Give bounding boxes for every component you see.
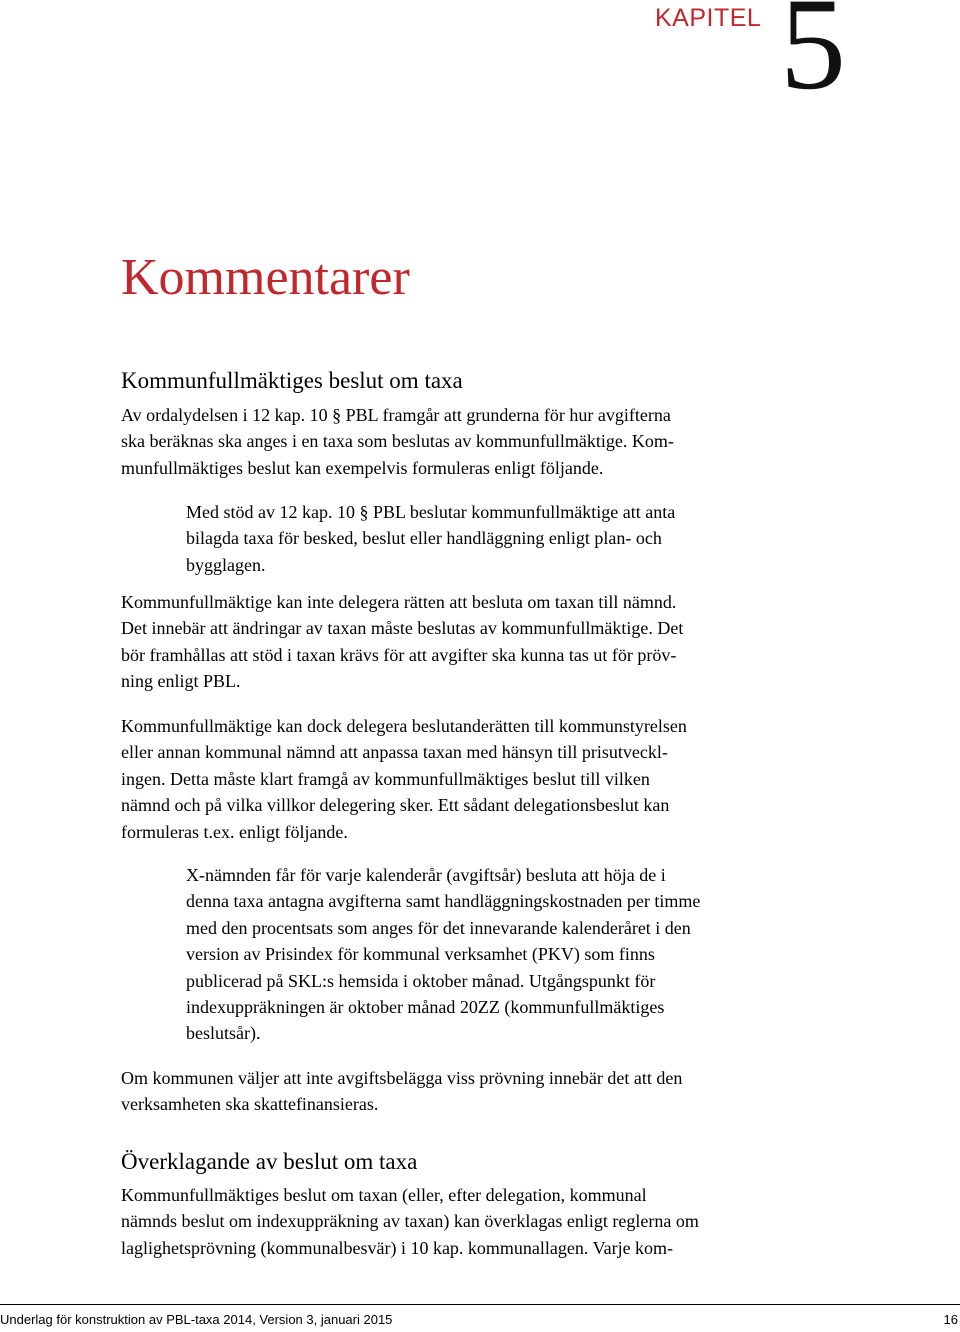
text-line: publicerad på SKL:s hemsida i oktober månad. Utgångspunkt för [186,970,656,991]
text-line: munfullmäktiges beslut kan exempelvis formuleras enligt följande. [121,457,604,478]
text-line: nämnds beslut om indexuppräkning av taxan) kan överklagas enligt reglerna om [121,1211,699,1232]
text-line: med den procentsats som anges för det innevarande kalenderåret i den [186,917,691,938]
text-line: Med stöd av 12 kap. 10 § PBL beslutar kommunfullmäktige att anta [186,502,676,522]
section-heading-taxa: Kommunfullmäktiges beslut om taxa [121,368,463,393]
text-line: laglighetsprövning (kommunalbesvär) i 10 kap. kommunallagen. Varje kom- [121,1237,674,1258]
text-line: Av ordalydelsen i 12 kap. 10 § PBL framgår att grunderna för hur avgifterna [121,405,671,425]
text-line: Kommunfullmäktige kan dock delegera beslutanderätten till kommunstyrelsen [121,716,687,736]
text-line: X-nämnden får för varje kalenderår (avgiftsår) besluta att höja de i [186,865,666,885]
page-number: 16 [943,1312,958,1327]
text-line: bilagda taxa för besked, beslut eller handläggning enligt plan- och [186,528,662,549]
text-line: nämnd och på vilka villkor delegering sker. Ett sådant delegationsbeslut kan [121,795,670,816]
footer-text: Underlag för konstruktion av PBL-taxa 2014, Version 3, januari 2015 [0,1312,393,1327]
chapter-number: 5 [780,0,846,117]
quoted-decision-text [186,499,786,578]
text-line: bygglagen. [186,554,266,575]
paragraph [121,1065,801,1118]
chapter-title: Kommentarer [121,249,410,306]
text-line: Det innebär att ändringar av taxan måste beslutas av kommunfullmäktige. Det [121,618,684,639]
text-line: bör framhållas att stöd i taxan krävs för att avgifter ska kunna tas ut för pröv- [121,644,677,665]
text-line: Kommunfullmäktiges beslut om taxan (eller, efter delegation, kommunal [121,1185,647,1205]
footer-rule [0,1304,960,1305]
text-line: ning enligt PBL. [121,671,241,692]
text-line: ingen. Detta måste klart framgå av kommunfullmäktiges beslut till vilken [121,768,650,789]
text-line: Om kommunen väljer att inte avgiftsbelägga viss prövning innebär det att den [121,1068,683,1088]
section-heading-overklagande: Överklagande av beslut om taxa [121,1149,418,1174]
text-line: formuleras t.ex. enligt följande. [121,821,348,842]
text-line: version av Prisindex för kommunal verksamhet (PKV) som finns [186,944,655,965]
text-line: indexuppräkningen är oktober månad 20ZZ (kommunfullmäktiges [186,997,665,1018]
quoted-delegation-text [186,862,786,1047]
text-line: denna taxa antagna avgifterna samt handläggningskostnaden per timme [186,891,701,912]
paragraph [121,402,801,481]
paragraph [121,713,801,845]
paragraph [121,589,801,695]
chapter-label: KAPITEL [655,4,762,32]
text-line: Kommunfullmäktige kan inte delegera rätten att besluta om taxan till nämnd. [121,592,677,612]
paragraph [121,1182,801,1261]
text-line: ska beräknas ska anges i en taxa som beslutas av kommunfullmäktige. Kom- [121,431,674,452]
text-line: verksamheten ska skattefinansieras. [121,1094,379,1115]
text-line: beslutsår). [186,1023,261,1044]
text-line: eller annan kommunal nämnd att anpassa taxan med hänsyn till prisutveckl- [121,742,668,763]
